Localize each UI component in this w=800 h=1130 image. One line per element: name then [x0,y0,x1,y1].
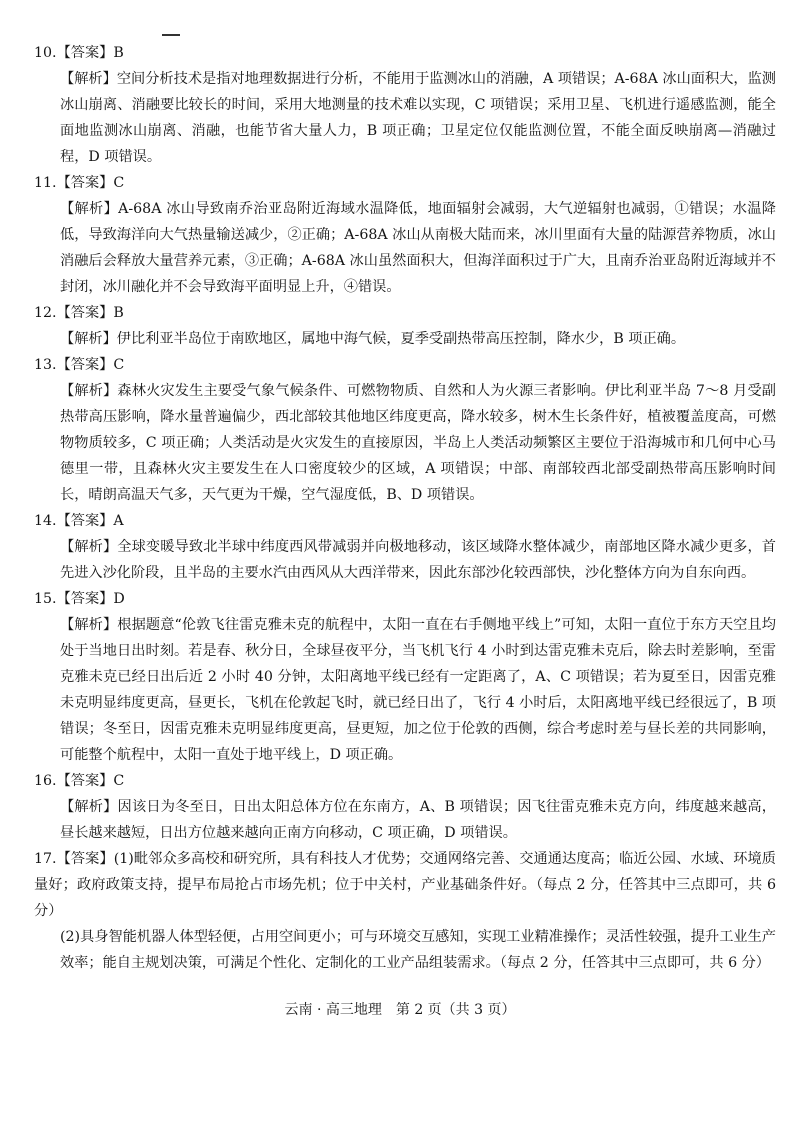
question-14 [34,508,776,586]
scan-mark [162,34,180,36]
answer-line: 13.【答案】C [34,357,125,373]
question-15 [34,586,776,768]
question-10 [34,40,776,170]
question-12 [34,300,776,352]
answer-line: 15.【答案】D [34,591,125,607]
answer-line: 12.【答案】B [34,305,124,321]
analysis-text: 【解析】A-68A 冰山导致南乔治亚岛附近海域水温降低，地面辐射会减弱，大气逆辐射也减弱，①错误；水温降低，导致海洋向大气热量输送减少，②正确；A-68A 冰山从南极大陆而来，冰川里面有大量的陆源营养物质，冰山消融后会释放大量营养元素，③正确；A-68A 冰山虽然面积大，但海洋面积过于广大，且南乔治亚岛附近海域并不封闭，冰川融化并不会导致海平面明显上升，④错误。 [60,201,776,295]
analysis-text: 【解析】因该日为冬至日，日出太阳总体方位在东南方，A、B 项错误；因飞往雷克雅未克方向，纬度越来越高，昼长越来越短，日出方位越来越向正南方向移动，C 项正确，D 项错误。 [60,799,776,841]
answer-line: 17.【答案】(1)毗邻众多高校和研究所，具有科技人才优势；交通网络完善、交通通达度高；临近公园、水域、环境质量好；政府政策支持，提早布局抢占市场先机；位于中关村，产业基础条件好。（每点 2 分，任答其中三点即可，共 6 分） [34,851,776,919]
analysis-text: 【解析】森林火灾发生主要受气象气候条件、可燃物物质、自然和人为火源三者影响。伊比利亚半岛 7～8 月受副热带高压影响，降水量普遍偏少，西北部较其他地区纬度更高，降水较多，树木生长条件好，植被覆盖度高，可燃物物质较多，C 项正确；人类活动是火灾发生的直接原因，半岛上人类活动频繁区主要位于沿海城市和几何中心马德里一带，且森林火灾主要发生在人口密度较少的区域，A 项错误；中部、南部较西北部受副热带高压影响时间长，晴朗高温天气多，天气更为干燥，空气湿度低，B、D 项错误。 [60,383,776,503]
answer-line: 16.【答案】C [34,773,125,789]
question-16 [34,768,776,846]
page-footer: 云南 · 高三地理 第 2 页（共 3 页） [284,1002,516,1018]
analysis-text: (2)具身智能机器人体型轻便，占用空间更小；可与环境交互感知，实现工业精准操作；灵活性较强，提升工业生产效率；能自主规划决策，可满足个性化、定制化的工业产品组装需求。（每点 2 分，任答其中三点即可，共 6 分） [60,929,776,971]
answer-line: 10.【答案】B [34,45,124,61]
question-17 [34,846,776,976]
answer-line: 11.【答案】C [34,175,125,191]
analysis-text: 【解析】空间分析技术是指对地理数据进行分析，不能用于监测冰山的消融，A 项错误；A-68A 冰山面积大，监测冰山崩离、消融要比较长的时间，采用大地测量的技术难以实现，C 项错误；采用卫星、飞机进行遥感监测，能全面地监测冰山崩离、消融，也能节省大量人力，B 项正确；卫星定位仅能监测位置，不能全面反映崩离—消融过程，D 项错误。 [60,71,776,165]
answer-line: 14.【答案】A [34,513,124,529]
question-13 [34,352,776,508]
analysis-text: 【解析】伊比利亚半岛位于南欧地区，属地中海气候，夏季受副热带高压控制，降水少，B 项正确。 [60,331,686,347]
analysis-text: 【解析】全球变暖导致北半球中纬度西风带减弱并向极地移动，该区域降水整体减少，南部地区降水减少更多，首先进入沙化阶段，且半岛的主要水汽由西风从大西洋带来，因此东部沙化较西部快，沙化整体方向为自东向西。 [60,539,776,581]
question-11 [34,170,776,300]
analysis-text: 【解析】根据题意“伦敦飞往雷克雅未克的航程中，太阳一直在右手侧地平线上”可知，太阳一直位于东方天空且均处于当地日出时刻。若是春、秋分日，全球昼夜平分，当飞机飞行 4 小时到达雷克雅未克后，除去时差影响，至雷克雅未克已经日出后近 2 小时 40 分钟，太阳离地平线已经有一定距离了，A、C 项错误；若为夏至日，因雷克雅未克明显纬度更高，昼更长，飞机在伦敦起飞时，就已经日出了，飞行 4 小时后，太阳离地平线已经很远了，B 项错误；冬至日，因雷克雅未克明显纬度更高，昼更短，加之位于伦敦的西侧，综合考虑时差与昼长差的共同影响，可能整个航程中，太阳一直处于地平线上，D 项正确。 [60,617,776,763]
